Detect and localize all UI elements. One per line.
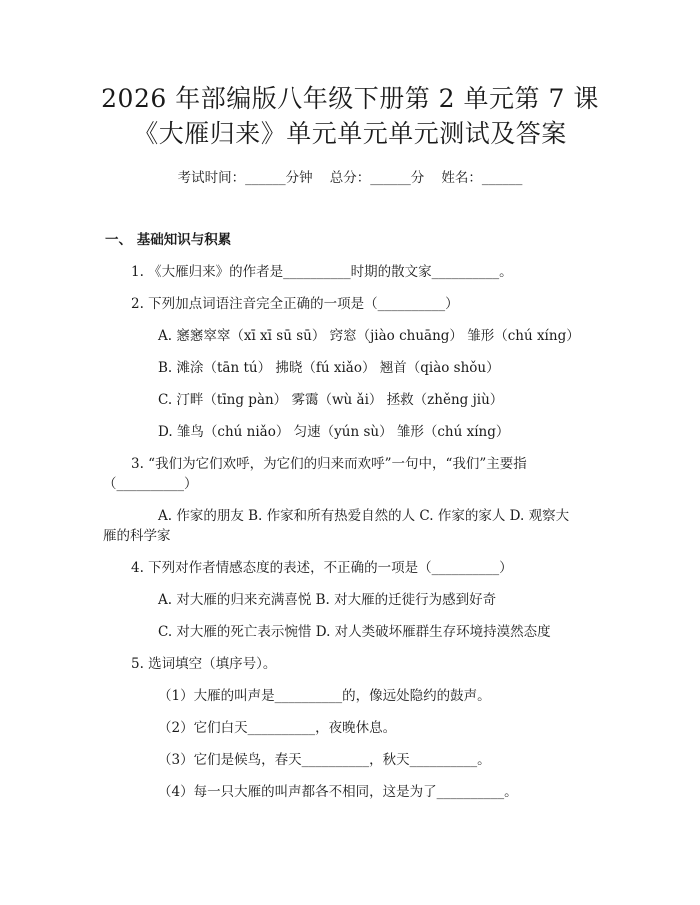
question-5-item-3: （3）它们是候鸟，春天__________，秋天__________。 — [158, 752, 491, 768]
question-3-options-line-1: A. 作家的朋友 B. 作家和所有热爱自然的人 C. 作家的家人 D. 观察大 — [158, 508, 570, 524]
title-line-1: 2026 年部编版八年级下册第 2 单元第 7 课 — [101, 84, 599, 113]
question-1: 1. 《大雁归来》的作者是__________时期的散文家__________。 — [131, 264, 513, 280]
question-2-option-d: D. 雏鸟（chú niǎo） 匀速（yún sù） 雏形（chú xíng） — [158, 424, 510, 440]
question-5-item-4: （4）每一只大雁的叫声都各不相同，这是为了__________。 — [158, 784, 518, 800]
question-2-option-a: A. 窸窸窣窣（xī xī sū sū） 窍窓（jiào chuāng） 雏形（chú xíng） — [158, 328, 580, 344]
question-3-stem-line-2: （__________） — [103, 476, 198, 492]
question-5-item-1: （1）大雁的叫声是__________的，像远处隐约的鼓声。 — [158, 688, 491, 704]
question-2-option-c: C. 汀畔（tīng pàn） 雾霭（wù ǎi） 拯救（zhěng jiù） — [158, 392, 504, 408]
section-heading: 一、 基础知识与积累 — [105, 232, 232, 248]
question-5-stem: 5. 选词填空（填序号）。 — [131, 656, 277, 672]
question-4-options-line-1: A. 对大雁的归来充满喜悦 B. 对大雁的迁徙行为感到好奇 — [158, 592, 497, 608]
title-line-2: 《大雁归来》单元单元单元测试及答案 — [133, 119, 567, 148]
exam-info: 考试时间：______分钟 总分：______分 姓名：______ — [177, 170, 523, 186]
question-3-options-line-2: 雁的科学家 — [103, 528, 171, 544]
question-3-stem-line-1: 3. “我们为它们欢呼，为它们的归来而欢呼”一句中，“我们”主要指 — [131, 456, 527, 472]
question-2-option-b: B. 滩涂（tān tú） 拂晓（fú xiǎo） 翘首（qiào shǒu） — [158, 360, 500, 376]
question-4-stem: 4. 下列对作者情感态度的表述，不正确的一项是（__________） — [131, 560, 513, 576]
question-2-stem: 2. 下列加点词语注音完全正确的一项是（__________） — [131, 296, 459, 312]
question-5-item-2: （2）它们白天__________，夜晚休息。 — [158, 720, 397, 736]
question-4-options-line-2: C. 对大雁的死亡表示惋惜 D. 对人类破坏雁群生存环境持漠然态度 — [158, 624, 551, 640]
